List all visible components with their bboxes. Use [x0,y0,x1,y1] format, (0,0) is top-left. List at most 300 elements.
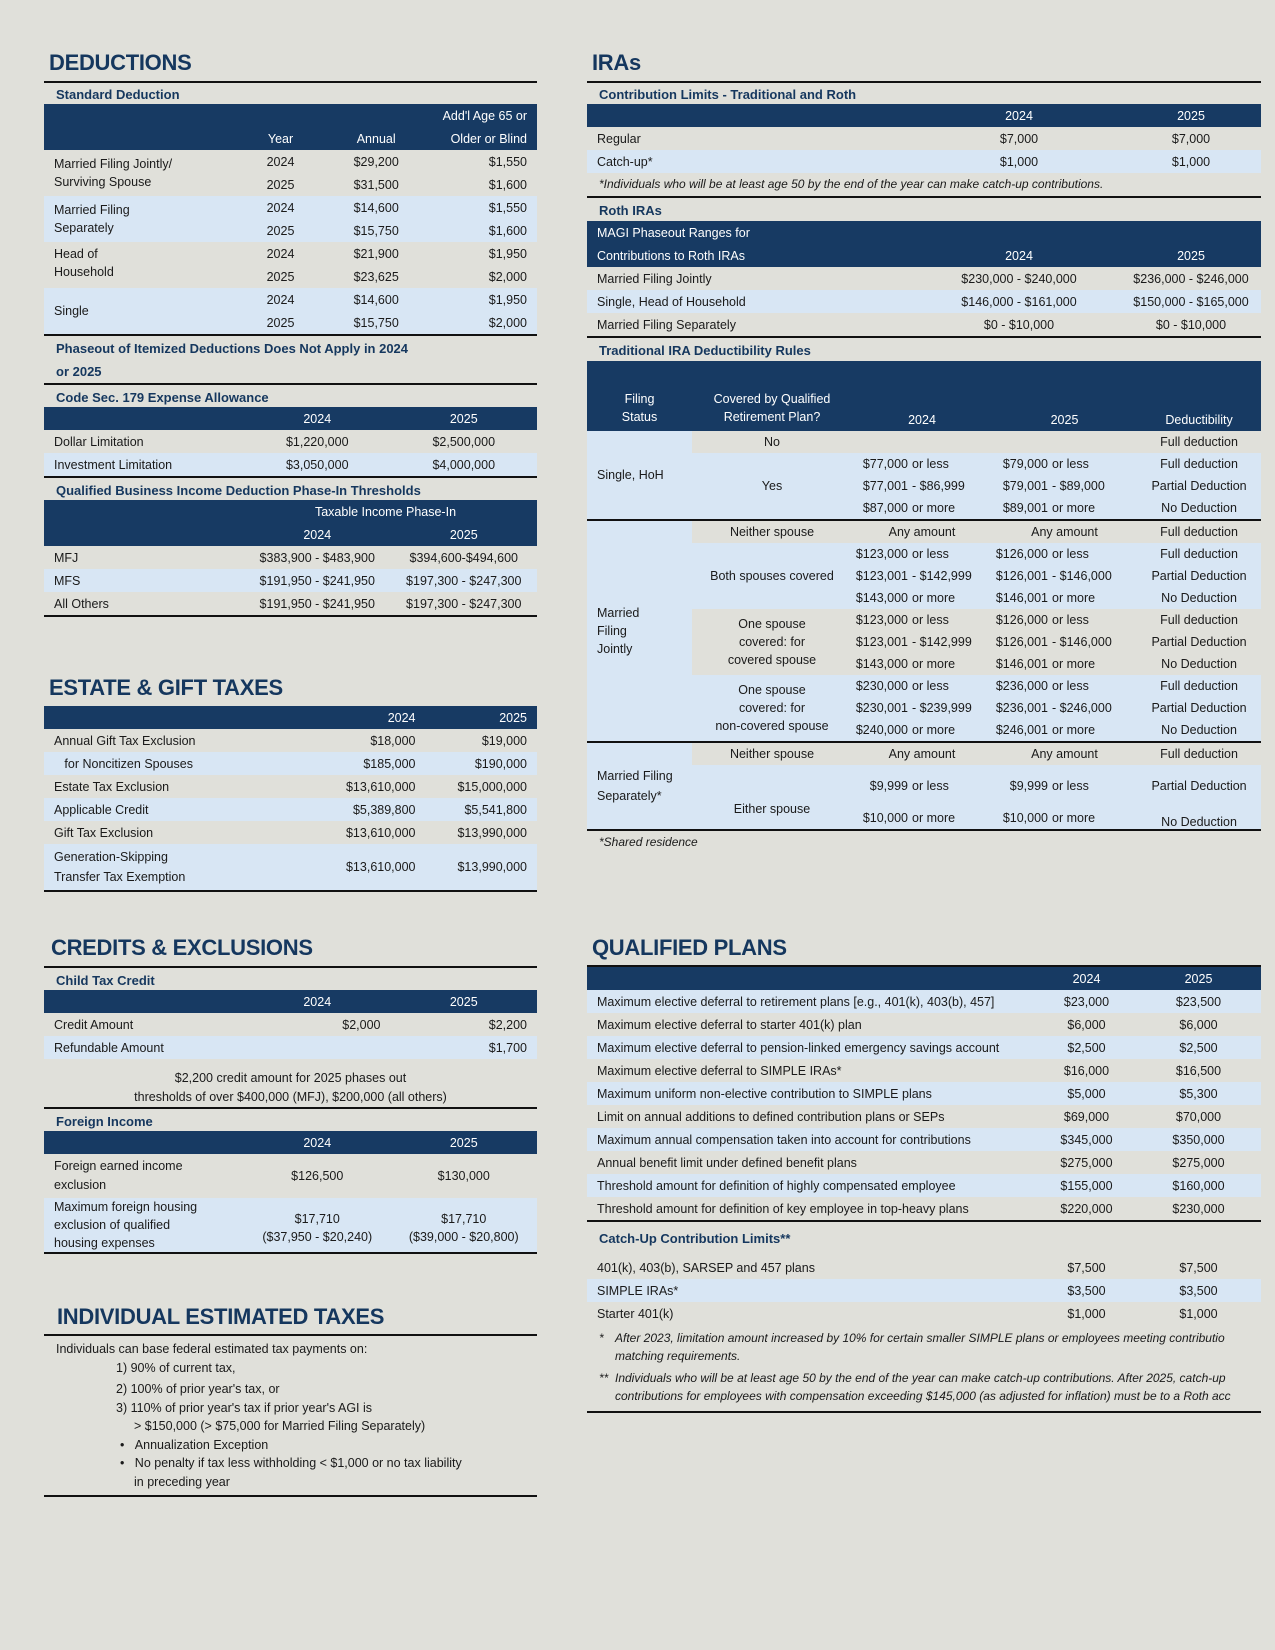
roth-header: MAGI Phaseout Ranges for [587,221,917,244]
note-line: $2,200 credit amount for 2025 phases out [174,1071,407,1085]
covered-header: Retirement Plan? [723,410,821,424]
table-row [587,1279,1261,1302]
year-header: 2024 [917,244,1121,267]
value-cell: $19,000 [481,733,527,748]
deductibility-cell: Partial Deduction [1137,697,1261,719]
deductibility-cell: Full deduction [1160,435,1238,449]
footnote-text: Individuals who will be at least age 50 by the end of the year can make catch-up contributions. After 2025, catch-up [615,1371,1226,1385]
phaseout-line: Phaseout of Itemized Deductions Does Not Apply in 2024 [56,341,409,356]
filing-status-label: Single [44,288,241,335]
amount-cell: $143,000 [855,657,908,671]
value-cell: $220,000 [1037,1197,1136,1221]
year-header: 2025 [1136,967,1261,990]
amount-qualifier: or more [1052,657,1096,671]
value-cell: $13,990,000 [457,825,527,840]
phaseout-line: or 2025 [56,364,102,379]
year-cell: 2025 [241,219,320,242]
table-row [587,127,1261,150]
table-row [587,431,1261,453]
value-cell: $5,541,800 [426,798,538,821]
value-cell: $69,000 [1063,1109,1110,1124]
footnote-text: After 2023, limitation amount increased by 10% for certain smaller SIMPLE plans or employees meeting contributio [615,1331,1225,1345]
amount-cell: Any amount [1031,747,1098,761]
table-row [44,1154,537,1198]
standard-deduction-subtitle: Standard Deduction [56,87,180,102]
amount-qualifier: - $146,000 [1052,565,1137,587]
table-row [44,569,537,592]
trad-subtitle: Traditional IRA Deductibility Rules [599,343,811,358]
table-row [587,1256,1261,1279]
plans-footnotes [587,1325,1261,1413]
row-label: Dollar Limitation [54,434,144,449]
value-cell: $275,000 [1060,1155,1113,1170]
amount-qualifier: - $142,999 [912,565,992,587]
value-cell: $345,000 [1037,1128,1136,1151]
table-row [44,729,537,752]
filing-status-label: Jointly [597,642,633,656]
amount-cell: $10,000 [992,807,1052,830]
year-header: 2025 [391,990,538,1013]
age65-cell: $2,000 [433,311,537,335]
amount-cell: $89,001 [992,497,1052,520]
covered-cell: Neither spouse [729,525,815,539]
row-label: exclusion [54,1178,107,1192]
covered-header: Covered by Qualified [713,392,831,406]
deductibility-cell: Partial Deduction [1137,475,1261,497]
amount-cell: $246,001 [992,719,1052,742]
amount-qualifier: or less [1052,543,1137,565]
estimated-item: > $150,000 (> $75,000 for Married Filing Separately) [134,1419,426,1433]
value-cell: $7,500 [1067,1260,1106,1275]
table-row [587,742,1261,765]
deductibility-cell: Full deduction [1137,675,1261,697]
sec179-subtitle: Code Sec. 179 Expense Allowance [56,390,269,405]
table-row [587,1151,1261,1174]
credits-title: CREDITS & EXCLUSIONS [44,935,537,968]
year-cell: 2024 [241,196,320,219]
age65-cell: $1,550 [433,196,537,219]
amount-qualifier: or more [1052,497,1137,520]
amount-cell: $87,000 [852,497,912,520]
qbi-subtitle: Qualified Business Income Deduction Phase-In Thresholds [56,483,421,498]
value-cell: $6,000 [1179,1017,1218,1032]
value-cell: $394,600-$494,600 [409,550,518,565]
year-header: Year [241,127,320,150]
deductibility-cell: Partial Deduction [1151,635,1247,649]
plans-title: QUALIFIED PLANS [587,935,1261,967]
estimated-bullet: • Annualization Exception [120,1437,269,1452]
amount-cell: $126,000 [995,613,1048,627]
value-cell: $5,300 [1136,1082,1261,1105]
amount-cell: Any amount [888,525,956,539]
row-label: Transfer Tax Exemption [54,870,186,884]
amount-cell: $10,000 [852,807,912,830]
amount-qualifier: or more [912,807,992,830]
footnote-text: contributions for employees with compensation exceeding $145,000 (as adjusted for inflation) must be to a Roth acc [615,1389,1231,1403]
year-header: 2025 [992,385,1137,431]
filing-status-label: Separately* [597,789,662,803]
table-row [587,313,1261,337]
covered-cell: One spouse [738,617,806,631]
age65-cell: $2,000 [488,269,527,284]
year-header: 2025 [1121,104,1261,127]
value-cell: $16,000 [1063,1063,1110,1078]
table-row [44,844,537,891]
table-row [44,150,537,173]
footnote-marker: * [599,1331,604,1345]
ctc-subtitle: Child Tax Credit [56,973,155,988]
table-row [587,1197,1261,1221]
value-cell: $7,000 [1171,131,1211,146]
row-label: Foreign earned income [54,1159,183,1173]
amount-cell: $123,001 [852,565,912,587]
annual-cell: $15,750 [320,219,433,242]
bullet-text: No penalty if tax less withholding < $1,000 or no tax liability [134,1456,462,1470]
covered-cell: Yes [692,453,852,520]
amount-qualifier: - $239,999 [912,697,992,719]
table-row [44,775,537,798]
table-row [587,990,1261,1013]
trad-ira-table [587,361,1261,831]
amount-qualifier: or less [1052,765,1137,807]
table-row [587,1082,1261,1105]
value-cell: $155,000 [1037,1174,1136,1197]
amount-cell: $123,000 [855,613,908,627]
age65-cell: $1,600 [433,219,537,242]
amount-cell: $9,999 [852,765,912,807]
trad-footnote: *Shared residence [599,835,698,849]
amount-qualifier: or more [912,719,992,742]
row-label: Maximum elective deferral to starter 401(k) plan [597,1017,862,1032]
filing-status-label: Household [54,265,114,279]
table-row [44,798,537,821]
amount-qualifier: or less [912,453,992,475]
year-header: 2025 [391,523,538,546]
value-range: ($39,000 - $20,800) [408,1230,519,1244]
deductibility-cell: Full deduction [1160,613,1238,627]
row-label: Maximum elective deferral to SIMPLE IRAs* [597,1063,842,1078]
amount-qualifier: or less [912,675,992,697]
value-cell [244,1036,391,1059]
amount-qualifier: or more [912,657,956,671]
row-label: 401(k), 403(b), SARSEP and 457 plans [597,1260,815,1275]
foreign-table [44,1131,537,1254]
value-cell: $17,710 [294,1212,340,1226]
row-label: for Noncitizen Spouses [44,752,314,775]
amount-cell: Any amount [888,747,956,761]
year-header: 2025 [391,1131,538,1154]
amount-qualifier: or more [912,497,992,520]
value-cell: $1,000 [1121,150,1261,173]
age65-cell: $1,600 [488,177,527,192]
annual-header: Annual [320,127,433,150]
amount-cell: $126,001 [995,635,1048,649]
value-cell: $130,000 [437,1169,490,1183]
ctc-table [44,990,537,1059]
amount-cell: $123,001 [855,635,908,649]
value-cell: $23,000 [1037,990,1136,1013]
year-header: 2025 [1121,244,1261,267]
estimated-body [44,1336,537,1497]
value-cell: $185,000 [314,752,426,775]
table-row [587,290,1261,313]
phase-in-header: Taxable Income Phase-In [244,500,537,523]
sec179-table [44,407,537,478]
year-header: 2024 [244,407,391,430]
covered-cell: Neither spouse [729,747,815,761]
bullet-continuation: in preceding year [134,1474,230,1489]
amount-qualifier: or less [1052,613,1089,627]
value-cell: $0 - $10,000 [917,313,1121,337]
deductibility-cell: Partial Deduction [1137,565,1261,587]
row-label: MFJ [54,550,79,565]
value-cell: $13,610,000 [345,825,416,840]
amount-cell: $77,000 [852,453,912,475]
value-cell: $70,000 [1175,1109,1222,1124]
filing-status-label: Surviving Spouse [54,175,152,189]
age65-header: Older or Blind [433,127,537,150]
amount-cell: $126,001 [992,565,1052,587]
amount-cell: $146,001 [995,657,1048,671]
value-range: ($37,950 - $20,240) [262,1230,373,1244]
row-label: All Others [44,592,244,616]
value-cell: $236,000 - $246,000 [1133,271,1249,286]
row-label: Generation-Skipping [54,850,168,864]
foreign-subtitle: Foreign Income [56,1114,153,1129]
estimated-item: 1) 90% of current tax, [116,1360,236,1375]
age65-cell: $1,550 [488,154,527,169]
deductions-title: DEDUCTIONS [44,50,537,83]
roth-header: Contributions to Roth IRAs [587,244,917,267]
standard-deduction-table [44,104,537,336]
amount-qualifier: - $142,999 [912,635,972,649]
table-row [44,546,537,569]
filing-status-label: Separately [54,221,114,235]
value-cell: $13,990,000 [426,844,538,891]
contrib-subtitle: Contribution Limits - Traditional and Roth [599,87,857,102]
table-row [44,196,537,219]
row-label: housing expenses [54,1236,155,1250]
amount-cell: $146,001 [992,587,1052,609]
deductibility-cell: No Deduction [1137,497,1261,520]
value-cell: $17,710 [441,1212,487,1226]
value-cell: $191,950 - $241,950 [244,569,391,592]
amount-qualifier: - $89,000 [1052,475,1137,497]
amount-cell: $236,000 [992,675,1052,697]
table-row [587,1174,1261,1197]
age65-cell: $1,950 [433,288,537,311]
annual-cell: $31,500 [353,177,399,192]
annual-cell: $15,750 [320,311,433,335]
year-header: 2024 [852,385,992,431]
credits-section [44,935,537,1254]
phaseout-note [44,336,537,385]
year-header: 2024 [244,523,391,546]
year-header: 2025 [426,706,538,729]
table-row [587,1302,1261,1325]
deductibility-cell: Full deduction [1137,543,1261,565]
estimated-item: 3) 110% of prior year's tax if prior year's AGI is [116,1400,373,1415]
value-cell: $146,000 - $161,000 [917,290,1121,313]
year-header: 2024 [1037,967,1136,990]
amount-qualifier: or less [1052,675,1137,697]
amount-qualifier: or more [912,587,992,609]
amount-cell: $126,000 [992,543,1052,565]
year-header: 2025 [391,407,538,430]
value-cell: $191,950 - $241,950 [244,592,391,616]
value-cell: $7,500 [1179,1260,1218,1275]
deductibility-cell: No Deduction [1161,657,1237,671]
value-cell: $197,300 - $247,300 [391,592,538,616]
value-cell: $3,500 [1037,1279,1136,1302]
year-header: 2024 [314,706,426,729]
table-row [44,288,537,311]
covered-cell: One spouse [738,683,806,697]
value-cell: $230,000 [1136,1197,1261,1221]
table-row [587,1013,1261,1036]
row-label: Applicable Credit [44,798,314,821]
table-row [44,242,537,265]
annual-cell: $14,600 [320,288,433,311]
filing-status-label: Married Filing [597,769,673,783]
row-label: Credit Amount [54,1017,134,1032]
bullet-text: Annualization Exception [134,1437,269,1452]
estate-section [44,675,537,892]
row-label: Starter 401(k) [597,1306,674,1321]
covered-cell: Either spouse [692,765,852,830]
table-row [44,821,537,844]
year-header: 2024 [244,1131,391,1154]
table-row [44,453,537,477]
iras-title: IRAs [587,50,1261,83]
row-label: exclusion of qualified [54,1218,171,1232]
value-cell: $13,610,000 [345,779,416,794]
estimated-item: 2) 100% of prior year's tax, or [116,1382,280,1396]
amount-cell: $123,000 [852,543,912,565]
table-row [44,1198,537,1253]
row-label: Catch-up* [587,150,917,173]
year-cell: 2024 [266,154,295,169]
deductibility-cell: No Deduction [1137,587,1261,609]
deductibility-cell: Full deduction [1160,747,1238,761]
row-label: SIMPLE IRAs* [587,1279,1037,1302]
value-cell: $3,050,000 [244,453,391,477]
year-cell: 2025 [266,269,295,284]
contrib-table [587,104,1261,173]
row-label: Maximum uniform non-elective contribution to SIMPLE plans [587,1082,1037,1105]
table-row [44,1036,537,1059]
covered-cell: Both spouses covered [692,543,852,609]
filing-status-label: Filing [597,624,627,638]
table-row [587,1059,1261,1082]
value-cell: $4,000,000 [391,453,538,477]
value-cell: $23,500 [1136,990,1261,1013]
row-label: Maximum elective deferral to pension-linked emergency savings account [587,1036,1037,1059]
table-row [44,1013,537,1036]
table-row [587,1128,1261,1151]
ctc-note [44,1059,537,1109]
table-row [587,150,1261,173]
note-line: thresholds of over $400,000 (MFJ), $200,000 (all others) [134,1090,447,1104]
amount-cell: $79,000 [992,453,1052,475]
estimated-bullet: • No penalty if tax less withholding < $1,000 or no tax liability [120,1456,462,1470]
estimated-intro: Individuals can base federal estimated tax payments on: [56,1342,368,1356]
year-cell: 2024 [241,288,320,311]
roth-table [587,221,1261,338]
value-cell: $1,700 [391,1036,538,1059]
roth-subtitle: Roth IRAs [599,203,662,218]
value-cell: $5,389,800 [314,798,426,821]
amount-qualifier: or more [1052,719,1137,742]
covered-cell: covered: for [738,635,805,649]
row-label: Maximum foreign housing [54,1200,198,1214]
value-cell: $275,000 [1172,1155,1225,1170]
value-cell: $150,000 - $165,000 [1121,290,1261,313]
amount-qualifier: - $86,999 [912,475,992,497]
amount-cell: $230,001 [852,697,912,719]
row-label: Limit on annual additions to defined contribution plans or SEPs [597,1109,945,1124]
value-cell: $230,000 - $240,000 [961,271,1077,286]
value-cell: $383,900 - $483,900 [259,550,375,565]
value-cell: $1,000 [1067,1306,1106,1321]
table-row [587,1036,1261,1059]
row-label: Single, Head of Household [587,290,917,313]
row-label: Annual benefit limit under defined benefit plans [597,1155,857,1170]
plans-section [587,935,1261,1413]
qbi-table [44,500,537,617]
row-label: Married Filing Separately [587,313,917,337]
year-cell: 2025 [241,311,320,335]
table-row [587,520,1261,543]
catchup-table [587,1256,1261,1325]
value-cell: $15,000,000 [457,779,527,794]
amount-qualifier: - $146,000 [1052,635,1112,649]
value-cell: $2,000 [342,1017,381,1032]
covered-cell: non-covered spouse [715,719,829,733]
row-label: Threshold amount for definition of key employee in top-heavy plans [587,1197,1037,1221]
estate-table [44,706,537,892]
table-row [587,1105,1261,1128]
value-cell: $1,000 [917,150,1121,173]
amount-qualifier: or more [1052,807,1137,830]
value-cell: $13,610,000 [314,844,426,891]
amount-cell: $143,000 [852,587,912,609]
footnote-marker: ** [599,1371,609,1385]
deductibility-cell: Full deduction [1160,525,1238,539]
left-column [44,50,537,617]
value-cell: $3,500 [1136,1279,1261,1302]
amount-cell: $240,000 [852,719,912,742]
row-label: Refundable Amount [44,1036,244,1059]
amount-qualifier: - $246,000 [1052,697,1137,719]
value-cell: $16,500 [1175,1063,1222,1078]
value-cell: $126,500 [291,1169,344,1183]
table-row [44,592,537,616]
value-cell: $7,000 [999,131,1039,146]
value-cell: $2,500 [1037,1036,1136,1059]
value-cell: $5,000 [1037,1082,1136,1105]
year-header: 2024 [244,990,391,1013]
row-label: Maximum annual compensation taken into account for contributions [587,1128,1037,1151]
status-header: Filing [624,392,655,406]
covered-cell: covered: for [738,701,805,715]
row-label: Investment Limitation [44,453,244,477]
amount-cell: $236,001 [992,697,1052,719]
value-cell: $1,000 [1179,1306,1218,1321]
filing-status-label: Single, HoH [587,431,692,520]
annual-cell: $14,600 [320,196,433,219]
row-label: Estate Tax Exclusion [54,779,170,794]
